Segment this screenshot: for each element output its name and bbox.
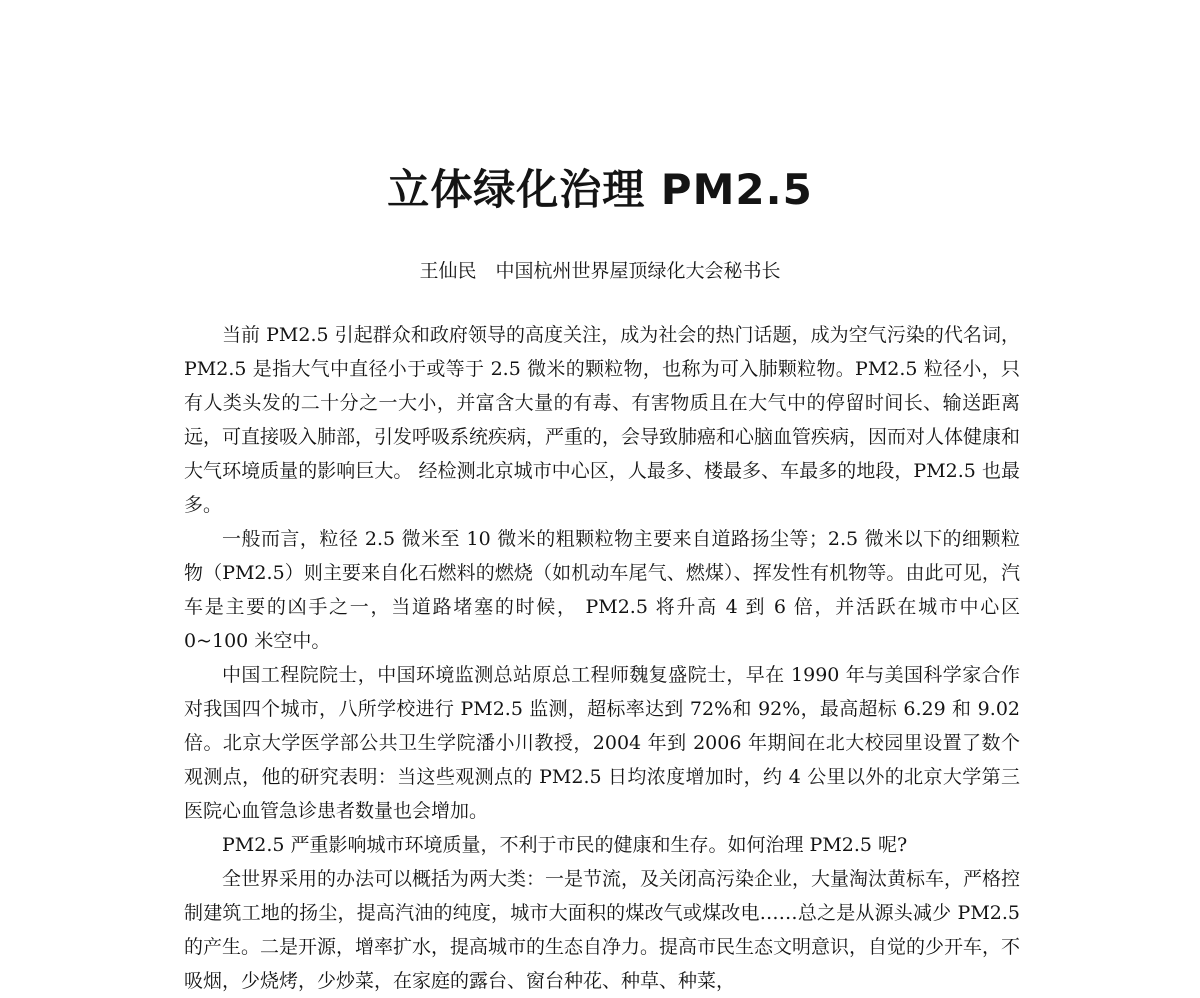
article-body [184,318,1020,998]
body-paragraph: PM2.5 严重影响城市环境质量，不利于市民的健康和生存。如何治理 PM2.5 呢? [222,834,908,856]
author-byline: 王仙民 中国杭州世界屋顶绿化大会秘书长 [419,260,781,282]
body-paragraph: 全世界采用的办法可以概括为两大类：一是节流，及关闭高污染企业，大量淘汰黄标车，严格控制建筑工地的扬尘，提高汽油的纯度，城市大面积的煤改气或煤改电……总之是从源头减少 PM2.5 的产生。二是开源，增率扩水，提高城市的生态自净力。提高市民生态文明意识，自觉的少开车，不吸烟，少烧烤，少炒菜，在家庭的露台、窗台种花、种草、种菜， [184,868,1021,992]
body-paragraph: 当前 PM2.5 引起群众和政府领导的高度关注，成为社会的热门话题，成为空气污染的代名词，PM2.5 是指大气中直径小于或等于 2.5 微米的颗粒物，也称为可入肺颗粒物。PM2.5 粒径小，只有人类头发的二十分之一大小，并富含大量的有毒、有害物质且在大气中的停留时间长、输送距离远，可直接吸入肺部，引发呼吸系统疾病，严重的，会导致肺癌和心脑血管疾病，因而对人体健康和大气环境质量的影响巨大。 经检测北京城市中心区，人最多、楼最多、车最多的地段，PM2.5 也最多。 [184,324,1021,516]
article-title: 立体绿化治理 PM2.5 [387,165,813,214]
body-paragraph: 中国工程院院士，中国环境监测总站原总工程师魏复盛院士，早在 1990 年与美国科学家合作对我国四个城市，八所学校进行 PM2.5 监测，超标率达到 72%和 92%，最高超标 6.29 和 9.02 倍。北京大学医学部公共卫生学院潘小川教授，2004 年到 2006 年期间在北大校园里设置了数个观测点，他的研究表明：当这些观测点的 PM2.5 日均浓度增加时，约 4 公里以外的北京大学第三医院心血管急诊患者数量也会增加。 [184,664,1020,822]
body-paragraph: 一般而言，粒径 2.5 微米至 10 微米的粗颗粒物主要来自道路扬尘等；2.5 微米以下的细颗粒物（PM2.5）则主要来自化石燃料的燃烧（如机动车尾气、燃煤）、挥发性有机物等。由此可见，汽车是主要的凶手之一，当道路堵塞的时候， PM2.5 将升高 4 到 6 倍，并活跃在城市中心区 0~100 米空中。 [184,528,1020,652]
